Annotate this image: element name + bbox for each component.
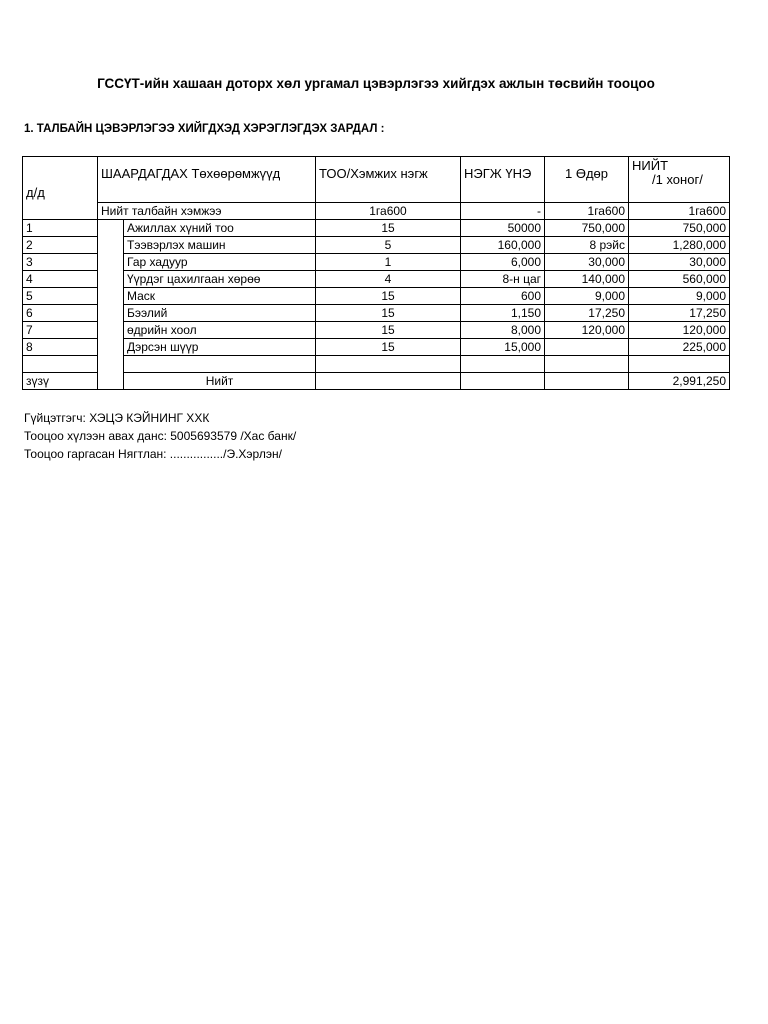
summary-qty-empty	[316, 373, 461, 390]
header-no: д/д	[23, 157, 98, 220]
area-unit-price: -	[461, 203, 545, 220]
row-total: 1,280,000	[629, 237, 730, 254]
header-item: ШААРДАГДАХ Төхөөрөмжүүд	[98, 157, 316, 203]
section-heading: 1. ТАЛБАЙН ЦЭВЭРЛЭГЭЭ ХИЙГДХЭД ХЭРЭГЛЭГДЭХ ЗАРДАЛ :	[24, 123, 385, 135]
row-qty: 15	[316, 322, 461, 339]
row-item: Ажиллах хүний тоо	[124, 220, 316, 237]
empty-row	[23, 356, 730, 373]
row-day: 750,000	[545, 220, 629, 237]
summary-label: зүзү	[23, 373, 98, 390]
row-unit-price: 1,150	[461, 305, 545, 322]
row-unit-price: 15,000	[461, 339, 545, 356]
row-qty: 1	[316, 254, 461, 271]
table-row	[23, 220, 730, 237]
row-item: Үүрдэг цахилгаан хөрөө	[124, 271, 316, 288]
row-no: 6	[23, 305, 98, 322]
header-day: 1 Өдөр	[545, 157, 629, 203]
row-item: Гар хадуур	[124, 254, 316, 271]
table-row	[23, 322, 730, 339]
row-no: 2	[23, 237, 98, 254]
row-no: 7	[23, 322, 98, 339]
table-row	[23, 237, 730, 254]
row-unit-price: 8-н цаг	[461, 271, 545, 288]
footer-notes	[24, 409, 296, 463]
footer-contractor: Гүйцэтгэгч: ХЭЦЭ КЭЙНИНГ ХХК	[24, 411, 210, 425]
row-day: 140,000	[545, 271, 629, 288]
table-row	[23, 271, 730, 288]
summary-day-empty	[545, 373, 629, 390]
row-total: 750,000	[629, 220, 730, 237]
row-qty-empty	[316, 356, 461, 373]
summary-total: 2,991,250	[629, 373, 730, 390]
row-item: Бээлий	[124, 305, 316, 322]
area-row	[23, 203, 730, 220]
row-total: 560,000	[629, 271, 730, 288]
row-day: 120,000	[545, 322, 629, 339]
row-qty: 15	[316, 339, 461, 356]
row-unit-price-empty	[461, 356, 545, 373]
area-day: 1га600	[545, 203, 629, 220]
area-label: Нийт талбайн хэмжээ	[98, 203, 316, 220]
row-total-empty	[629, 356, 730, 373]
row-no: 3	[23, 254, 98, 271]
budget-table	[22, 156, 730, 390]
row-qty: 15	[316, 288, 461, 305]
document-title: ГССҮТ-ийн хашаан доторх хөл ургамал цэвэрлэгээ хийгдэх ажлын төсвийн тооцоо	[97, 76, 655, 91]
row-day	[545, 339, 629, 356]
row-unit-price: 50000	[461, 220, 545, 237]
table-row	[23, 254, 730, 271]
row-item-empty	[124, 356, 316, 373]
row-day: 9,000	[545, 288, 629, 305]
header-unit-price: НЭГЖ ҮНЭ	[461, 157, 545, 203]
row-total: 17,250	[629, 305, 730, 322]
area-qty: 1га600	[316, 203, 461, 220]
header-total	[629, 157, 730, 203]
row-day: 30,000	[545, 254, 629, 271]
summary-unit-price-empty	[461, 373, 545, 390]
table-header-row	[23, 157, 730, 203]
row-no: 4	[23, 271, 98, 288]
row-qty: 4	[316, 271, 461, 288]
row-qty: 15	[316, 305, 461, 322]
row-day: 17,250	[545, 305, 629, 322]
table-row	[23, 305, 730, 322]
row-total: 30,000	[629, 254, 730, 271]
summary-row	[23, 373, 730, 390]
table-row	[23, 288, 730, 305]
row-total: 225,000	[629, 339, 730, 356]
row-no: 8	[23, 339, 98, 356]
table-row	[23, 339, 730, 356]
row-qty: 15	[316, 220, 461, 237]
row-total: 120,000	[629, 322, 730, 339]
header-qty: ТОО/Хэмжих нэгж	[316, 157, 461, 203]
row-day-empty	[545, 356, 629, 373]
row-day: 8 рэйс	[545, 237, 629, 254]
row-unit-price: 160,000	[461, 237, 545, 254]
row-item: Маск	[124, 288, 316, 305]
row-no: 5	[23, 288, 98, 305]
row-unit-price: 8,000	[461, 322, 545, 339]
row-spacer-cell	[98, 220, 124, 390]
row-item: өдрийн хоол	[124, 322, 316, 339]
row-no: 1	[23, 220, 98, 237]
row-unit-price: 6,000	[461, 254, 545, 271]
row-unit-price: 600	[461, 288, 545, 305]
summary-name: Нийт	[124, 373, 316, 390]
header-total-line2: /1 хоног/	[652, 172, 703, 187]
footer-accountant: Тооцоо гаргасан Нягтлан: ................/Э.Хэрлэн/	[24, 447, 282, 461]
row-no-empty	[23, 356, 98, 373]
row-item: Тээвэрлэх машин	[124, 237, 316, 254]
footer-account: Тооцоо хүлээн авах данс: 5005693579 /Хас банк/	[24, 429, 297, 443]
header-total-line1: НИЙТ	[632, 158, 669, 173]
area-total: 1га600	[629, 203, 730, 220]
row-item: Дэрсэн шүүр	[124, 339, 316, 356]
row-qty: 5	[316, 237, 461, 254]
row-total: 9,000	[629, 288, 730, 305]
